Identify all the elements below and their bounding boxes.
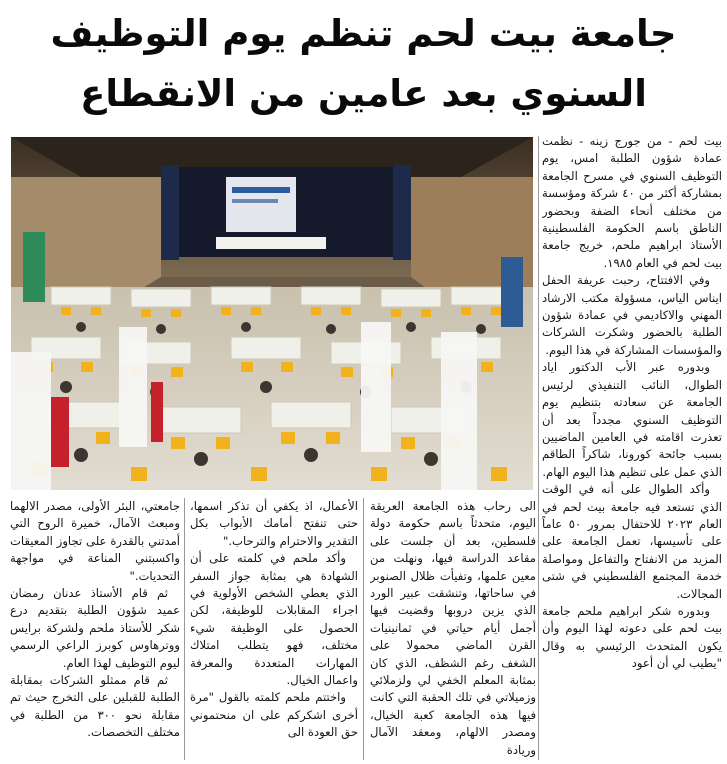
article-paragraph: ثم قام الأستاذ عدنان رمضان عميد شؤون الطلبة بتقديم درع شكر للأستاذ ملحم ولشركة برايس ووترهاوس كوبرز الراعي الرسمي ليوم التوظيف لهذا العام. [10, 586, 180, 670]
photo-icon [11, 137, 533, 490]
headline-line-1: جامعة بيت لحم تنظم يوم التوظيف [50, 12, 677, 55]
article-paragraph: بيت لحم - من جورج زينه - نظمت عمادة شؤون الطلبة امس، يوم التوظيف السنوي في مسرح الجامعة بمشاركة أكثر من ٤٠ شركة ومؤسسة من مختلف أنحاء الضفة وبحضور الناطق باسم الحكومة الفلسطينية الأستاذ ابراهيم ملحم، خريج جامعة بيت لحم في العام ١٩٨٥. [542, 134, 722, 270]
article-column-bottom-3 [10, 498, 180, 761]
column-divider [184, 498, 185, 760]
event-photo [11, 137, 533, 490]
column-divider [538, 136, 539, 760]
article-column-bottom-2 [190, 498, 358, 761]
article-paragraph: وفي الافتتاح، رحبت عريفة الحفل ايناس الياس، مسؤولة مكتب الارشاد المهني والاكاديمي في عمادة شؤون الطلبة بالحضور وشكرت الشركات والمؤسسات المشاركة في هذا اليوم. [542, 273, 722, 357]
article-paragraph: ثم قام ممثلو الشركات بمقابلة الطلبة للقبلين على التخرج حيث تم مقابلة نحو ٣٠٠ من الطلبة في مختلف التخصصات. [10, 673, 180, 740]
article-paragraph: وأكد الطوال على أنه في الوقت الذي تستعد فيه جامعة بيت لحم في العام ٢٠٢٣ للاحتفال بمرور ٥٠ عاماً على تأسيسها، تعمل الجامعة على المزيد من الانفتاح والتفاعل ومواصلة خدمة المجتمع الفلسطيني في شتى المجالات. [542, 482, 722, 601]
article-paragraph: جامعتي، البئر الأولى، مصدر الالهما ومبعث الآمال، خميرة الروح التي أمدتني بالقدرة على تجاوز المعيقات واكسبتني المناعة في مواجهة التحديات." [10, 499, 180, 583]
article-paragraph: واختتم ملحم كلمته بالقول "مرة أخرى اشكركم على ان منحتموني حق العودة الى [190, 690, 358, 740]
article-column-bottom-1 [370, 498, 536, 761]
column-divider [363, 498, 364, 760]
article-paragraph: وبدوره عبر الأب الدكتور اياد الطوال، النائب التنفيذي لرئيس الجامعة عن سعادته بتنظيم يوم التوظيف السنوي مجدداً بعد أن تعذرت اقامته في العامين الماضيين بسبب جائحة كورونا، شاكراً الطاقم الذي عمل على تنظيم هذا اليوم الهام. [542, 360, 722, 479]
headline-line-2: السنوي بعد عامين من الانقطاع [80, 72, 647, 115]
article-paragraph: وأكد ملحم في كلمته على أن الشهادة هي بمثابة جواز السفر الذي يعطي الشخص الأولوية في اجراء المقابلات للوظيفة، لكن الحصول على الوظيفة شيء مختلف، فهو يتطلب امتلاك المهارات المتعددة والمعرفة واعمال الخيال. [190, 551, 358, 688]
article-paragraph: وبدوره شكر ابراهيم ملحم جامعة بيت لحم على دعوته لهذا اليوم وأن يكون المتحدث الرئيسي به وقال "يطيب لي أن أعود [542, 603, 722, 671]
headline [0, 0, 727, 128]
article-paragraph: الى رحاب هذه الجامعة العريقة اليوم، متحدثاً باسم حكومة دولة فلسطين، بعد أن جلست على مقاعد الدراسة فيها، ونهلت من معين علمها، وتفيأت ظلال الصنوبر في ساحاتها، وتنشقت عبير الورد الذي يزين دروبها وقضيت فيها أجمل أيام حياتي في ثمانينيات القرن الماضي محمولا على الشغف رغم الشظف، الذي كان بمثابة المعلم الخفي لي ولزملائي وزميلاتي في تلك الحقبة التي كانت فيها هذه الجامعة كعبة الخيال، ومصدر الالهام، ومعقد الآمال وريادة [370, 499, 536, 757]
article-column-right [542, 133, 722, 761]
article-paragraph: الأعمال، اذ يكفي أن تذكر اسمها، حتى تنفتح أمامك الأبواب بكل التقدير والاحترام والترحاب." [190, 499, 358, 548]
